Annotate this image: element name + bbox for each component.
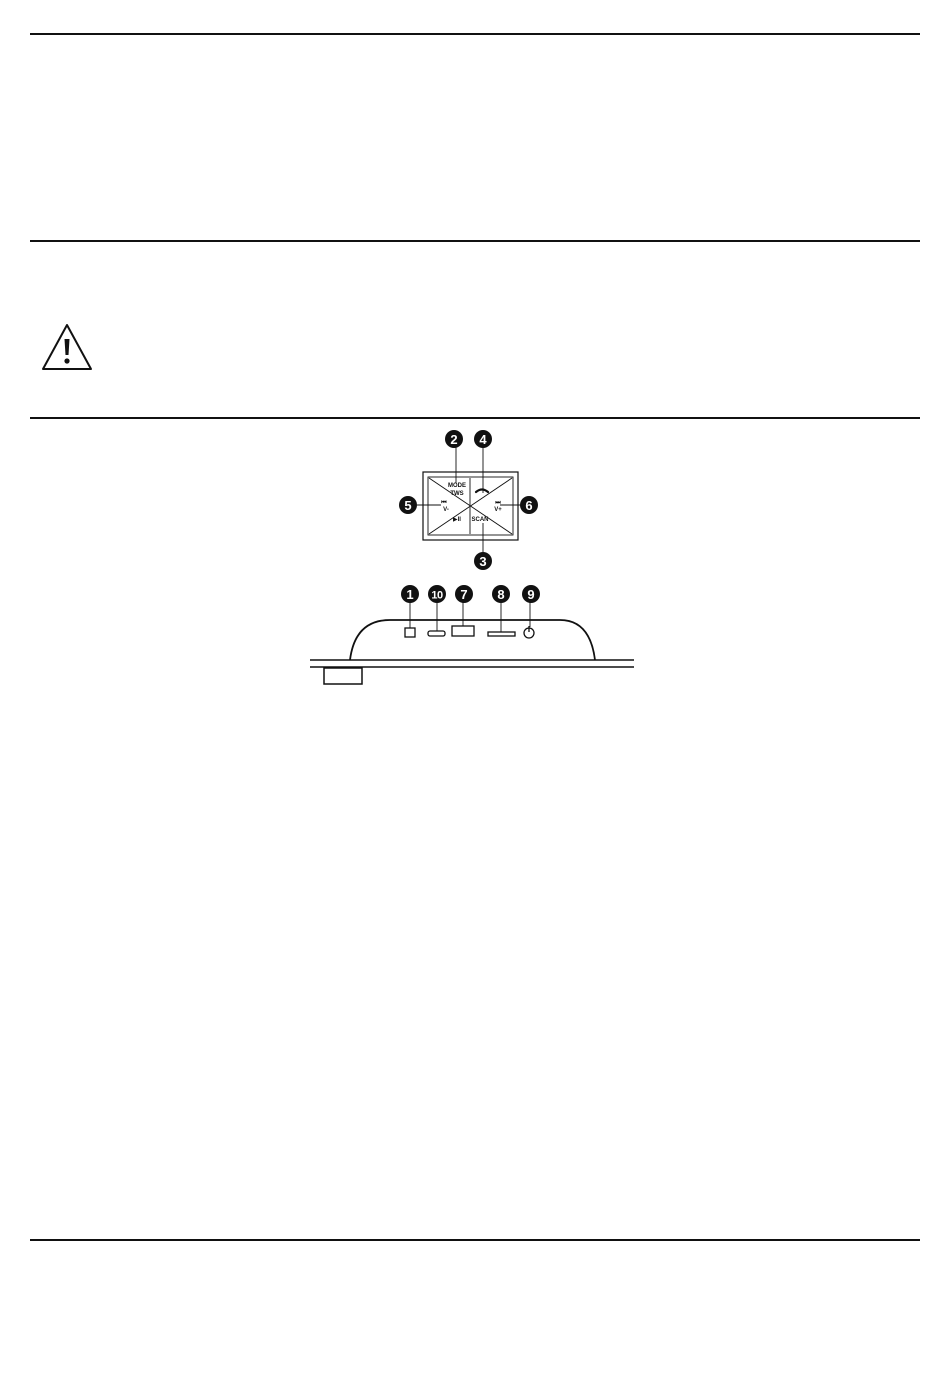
warning-triangle-icon — [40, 322, 94, 372]
speaker-side-view — [310, 620, 634, 684]
phone-handset-icon — [476, 490, 488, 493]
section-divider-bottom — [30, 1239, 920, 1241]
svg-text:2: 2 — [450, 432, 458, 447]
scan-label: SCAN — [471, 517, 489, 523]
callout-1 — [401, 585, 419, 603]
volume-down-label: V- — [443, 507, 449, 513]
play-pause-label: ▶II — [453, 517, 461, 523]
svg-text:1: 1 — [406, 587, 414, 602]
callout-3 — [474, 552, 492, 570]
callout-6 — [520, 496, 538, 514]
callout-7 — [455, 585, 473, 603]
svg-text:7: 7 — [460, 587, 468, 602]
section-divider-top — [30, 33, 920, 35]
tf-card-slot — [488, 632, 515, 636]
svg-text:3: 3 — [479, 554, 487, 569]
tws-label: TWS — [450, 491, 464, 497]
usb-port — [452, 626, 474, 636]
section-divider-3 — [30, 417, 920, 419]
callout-9 — [522, 585, 540, 603]
prev-track-label: ⏮ — [441, 500, 447, 506]
svg-text:8: 8 — [497, 587, 505, 602]
mode-label: MODE — [448, 483, 466, 489]
svg-text:9: 9 — [527, 587, 535, 602]
svg-text:6: 6 — [525, 498, 533, 513]
svg-text:5: 5 — [404, 498, 412, 513]
callout-4 — [474, 430, 492, 448]
next-track-label: ⏭ — [495, 500, 501, 506]
callout-2 — [445, 430, 463, 448]
svg-text:4: 4 — [479, 432, 487, 447]
svg-text:10: 10 — [431, 589, 443, 602]
product-control-diagram — [300, 425, 650, 695]
volume-up-label: V+ — [494, 507, 502, 513]
section-divider-2 — [30, 240, 920, 242]
callout-10 — [428, 585, 446, 603]
callout-8 — [492, 585, 510, 603]
led-indicator — [405, 628, 415, 637]
ports — [405, 600, 534, 638]
button-panel — [417, 447, 524, 553]
callout-5 — [399, 496, 417, 514]
usb-c-port — [428, 631, 445, 636]
power-icon — [524, 626, 534, 638]
